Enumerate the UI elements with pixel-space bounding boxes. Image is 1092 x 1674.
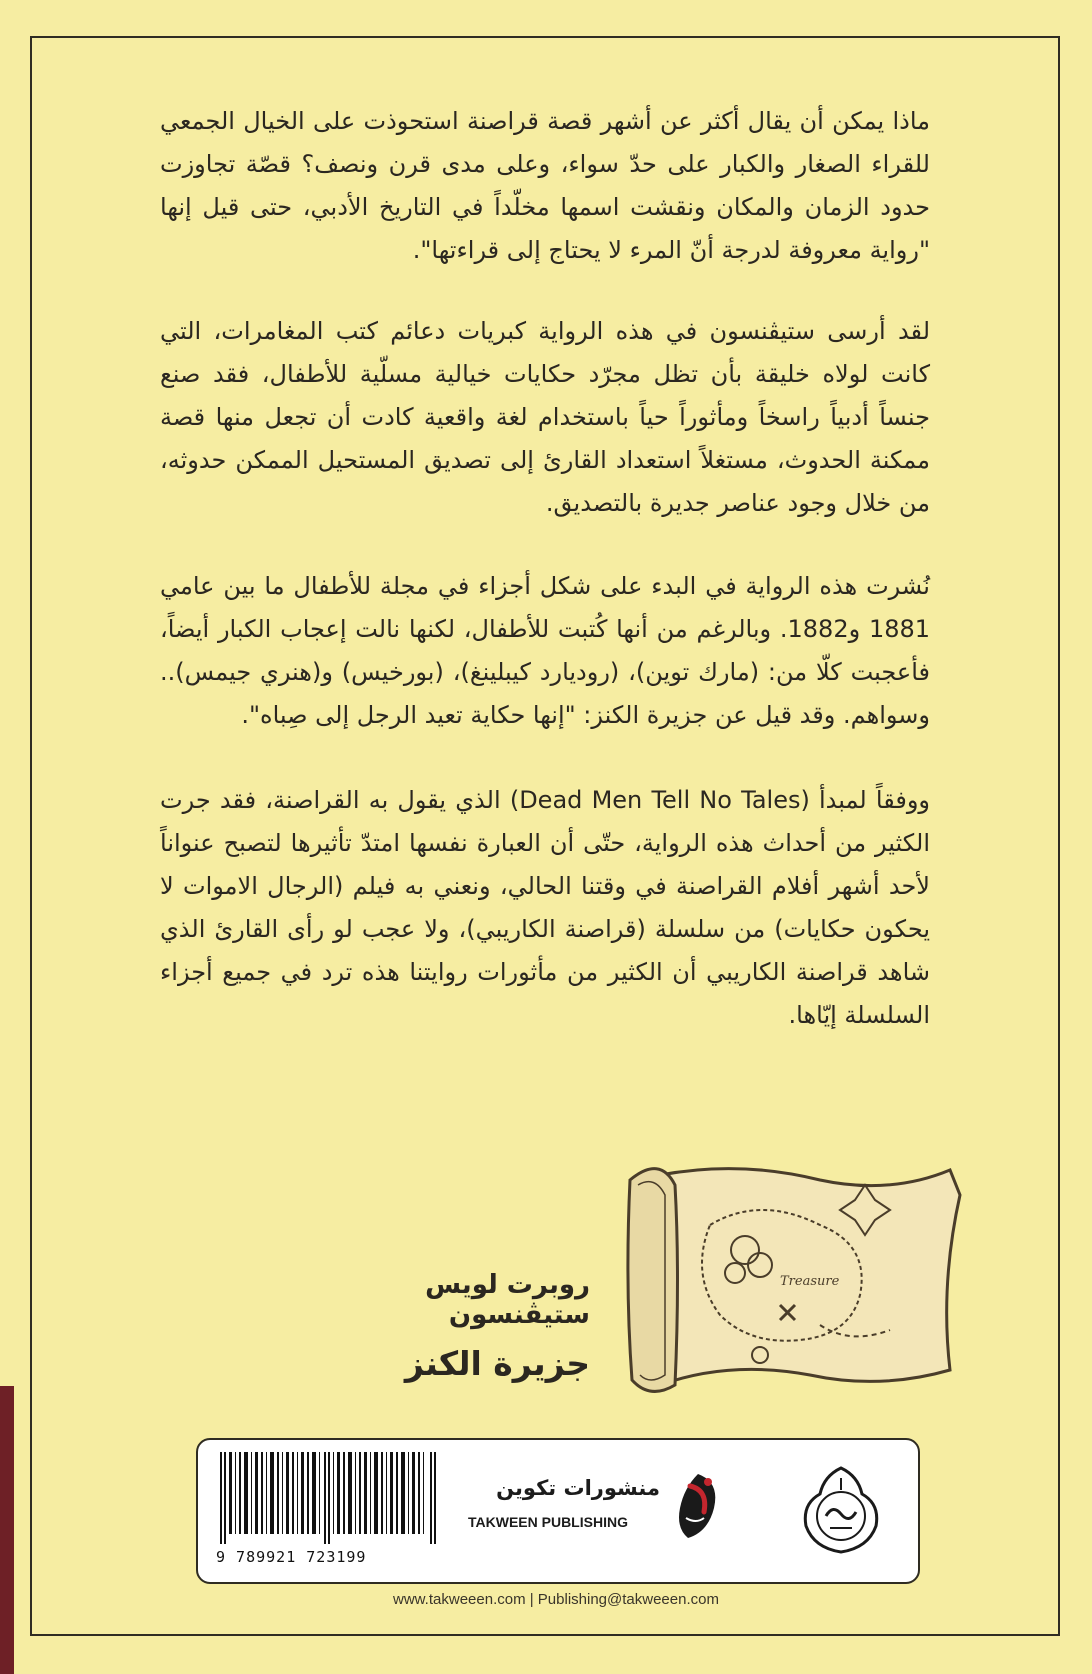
paragraph-1: ماذا يمكن أن يقال أكثر عن أشهر قصة قراصنة استحوذت على الخيال الجمعي للقراء الصغار والكبار على حدّ سواء، وعلى مدى قرن ونصف؟ قصّة تجاوزت حدود الزمان والمكان ونقشت اسمها مخلّداً في التاريخ الأدبي، حتى قيل إنها "رواية معروفة لدرجة أنّ المرء لا يحتاج إلى قراءتها". [160, 107, 930, 264]
map-label: Treasure [780, 1274, 840, 1289]
publisher-name-arabic: منشورات تكوين [496, 1476, 660, 1500]
isbn-barcode [216, 1452, 442, 1544]
spine-accent [0, 1386, 14, 1674]
imprint-panel [196, 1438, 920, 1584]
treasure-map-illustration [620, 1155, 970, 1400]
contact-line: www.takweeen.com | Publishing@takweeen.com [393, 1591, 719, 1608]
isbn-number: 9 789921 723199 [216, 1548, 367, 1566]
book-title: جزيرة الكنز [404, 1344, 590, 1383]
blurb-text [160, 100, 930, 1077]
seal-logo-icon [798, 1464, 884, 1556]
publisher-name-english: TAKWEEN PUBLISHING [468, 1514, 628, 1530]
paragraph-2: لقد أرسى ستيڤنسون في هذه الرواية كبريات دعائم كتب المغامرات، التي كانت لولاه خليقة بأن تظل مجرّد حكايات خيالية مسلّية للأطفال، فقد صنع جنساً أدبياً راسخاً ومأثوراً حياً باستخدام لغة واقعية كادت أن تجعل منها قصة ممكنة الحدوث، مستغلاً استعداد القارئ إلى تصديق المستحيل الممكن حدوثه، من خلال وجود عناصر جديرة بالتصديق. [160, 317, 930, 517]
book-credit [330, 1270, 590, 1383]
author-name: روبرت لويس ستيڤنسون [425, 1270, 590, 1330]
paragraph-3: نُشرت هذه الرواية في البدء على شكل أجزاء في مجلة للأطفال ما بين عامي 1881 و1882. وبالرغم من أنها كُتبت للأطفال، لكنها نالت إعجاب الكبار أيضاً، فأعجبت كلّا من: (مارك توين)، (روديارد كيبلينغ)، (بورخيس) و(هنري جيمس).. وسواهم. وقد قيل عن جزيرة الكنز: "إنها حكاية تعيد الرجل إلى صِباه". [160, 572, 931, 729]
takween-logo-icon [668, 1468, 730, 1544]
paragraph-4: ووفقاً لمبدأ (Dead Men Tell No Tales) الذي يقول به القراصنة، فقد جرت الكثير من أحداث هذه الرواية، حتّى أن العبارة نفسها امتدّ تأثيرها لتصبح عنواناً لأحد أشهر أفلام القراصنة في وقتنا الحالي، ونعني به فيلم (الرجال الاموات لا يحكون حكايات) من سلسلة (قراصنة الكاريبي)، ولا عجب لو رأى القارئ الذي شاهد قراصنة الكاريبي أن الكثير من مأثورات روايتنا هذه ترد في جميع أجزاء السلسلة إيّاها. [160, 786, 931, 1029]
